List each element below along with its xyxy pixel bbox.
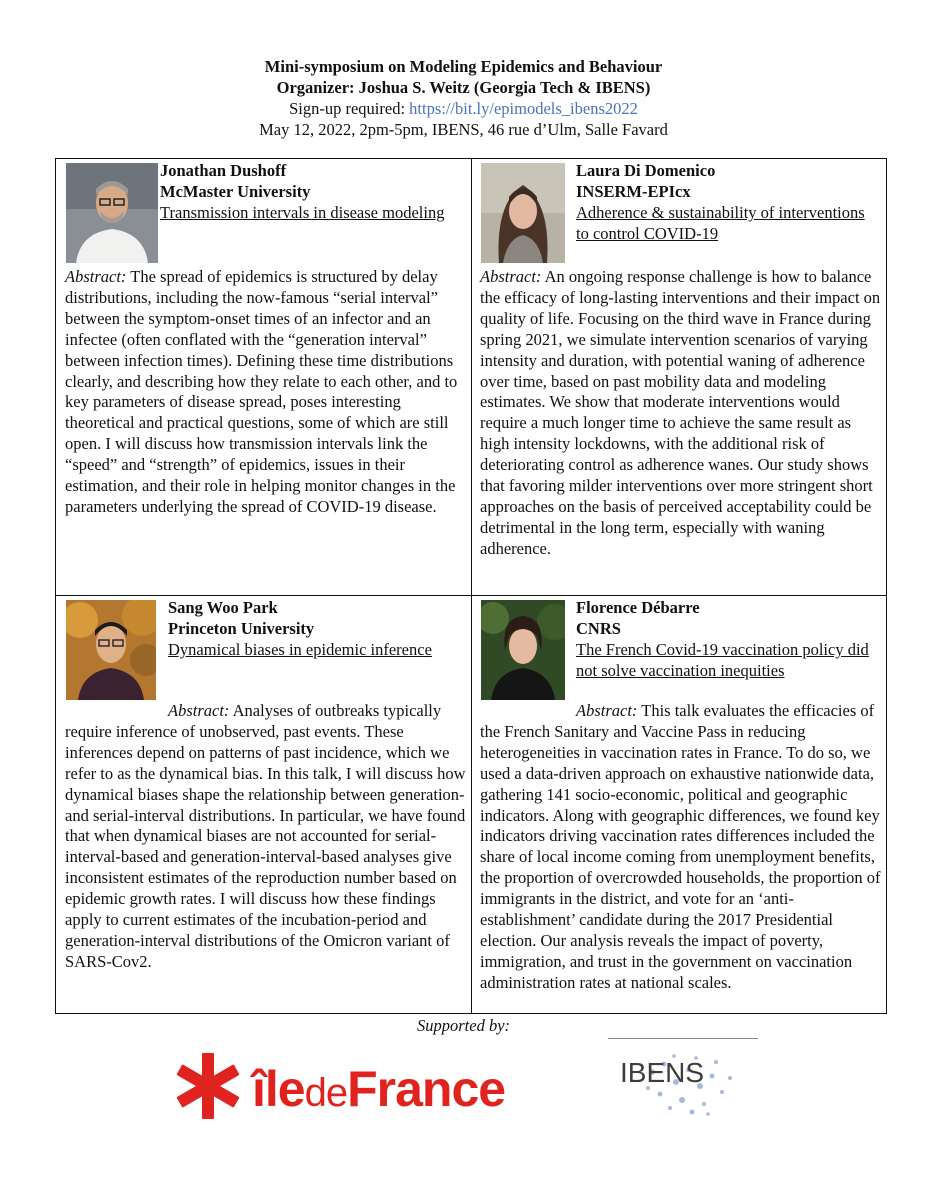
speaker-photo <box>481 600 565 700</box>
star-icon <box>176 1053 239 1119</box>
speaker-info <box>168 598 468 661</box>
speaker-affiliation: CNRS <box>576 618 621 638</box>
abstract <box>65 267 467 518</box>
talk-title[interactable]: Dynamical biases in epidemic inference <box>168 639 432 659</box>
speaker-grid <box>55 158 887 1014</box>
speaker-card-debarre <box>472 596 886 1013</box>
speaker-info <box>576 161 876 245</box>
signup-line <box>0 98 927 119</box>
abstract-text: This talk evaluates the efficacies of the French Sanitary and Vaccine Pass in reducing heterogeneities in vaccination rates in France. To do so, we used a data-driven approach on exhaustive nationwide data, gathering 141 socio-economic, political and geographic indicators. Along with geographic differences, we found key indicators driving vaccination rates differences included the share of local income coming from unemployment benefits, the proportion of overcrowded households, the proportion of immigrants in the district, and vote for an ‘anti-establishment’ candidate during the 2017 Presidential election. Our analysis reveals the impact of poverty, immigration, and trust in the government on vaccination administration rates at national scales. <box>480 701 881 992</box>
event-title: Mini-symposium on Modeling Epidemics and Behaviour <box>264 57 663 76</box>
abstract-text: Analyses of outbreaks typically require inference of unobserved, past events. These inferences depend on patterns of past incidence, which we refer to as the dynamical bias. In this talk, I will discuss how dynamical biases shape the relationship between generation- and serial-interval distributions. In particular, we have found that when dynamical biases are not accounted for serial-interval-based and generation-interval-based analyses give inconsistent estimates of the reproduction number based on epidemic growth rates. I will discuss how these findings apply to current estimates of the incubation-period and generation-interval distributions of the Omicron variant of SARS-Cov2. <box>65 701 466 971</box>
speaker-name: Sang Woo Park <box>168 598 278 617</box>
speaker-info <box>576 598 876 682</box>
logo-divider <box>608 1038 758 1039</box>
abstract-label: Abstract: <box>480 267 542 286</box>
abstract <box>480 267 884 560</box>
abstract-text: The spread of epidemics is structured by delay distributions, including the now-famous “serial interval” between the symptom-onset times of an infector and an infectee (often conflated with the “generation interval” between infection times). Defining these time distributions clearly, and describing how they relate to each other, and to key parameters of disease spread, poses interesting theoretical and practical questions, some of which are still open. I will discuss how transmission intervals link the “speed” and “strength” of epidemics, issues in their estimation, and their role in helping monitor changes in the parameters underlying the spread of COVID-19 disease. <box>65 267 458 516</box>
speaker-photo <box>66 163 158 263</box>
speaker-card-didomenico <box>472 159 886 595</box>
signup-label: Sign-up required: <box>289 99 410 118</box>
ibens-wordmark: IBENS <box>620 1057 705 1088</box>
speaker-affiliation: McMaster University <box>160 181 311 201</box>
abstract-label: Abstract: <box>168 701 230 720</box>
speaker-photo <box>481 163 565 263</box>
event-header <box>0 56 927 140</box>
signup-link[interactable]: https://bit.ly/epimodels_ibens2022 <box>409 99 638 118</box>
speaker-info <box>160 161 460 224</box>
abstract-label: Abstract: <box>65 267 127 286</box>
supported-by-label: Supported by: <box>416 1016 511 1035</box>
abstract <box>65 701 467 973</box>
talk-title[interactable]: Transmission intervals in disease modeling <box>160 202 445 222</box>
speaker-name: Laura Di Domenico <box>576 161 716 180</box>
speaker-affiliation: INSERM-EPIcx <box>576 181 691 201</box>
svg-text:îledeFrance: îledeFrance <box>252 1061 506 1117</box>
speaker-card-dushoff <box>56 159 471 595</box>
speaker-photo <box>66 600 156 700</box>
abstract-label: Abstract: <box>576 701 638 720</box>
ibens-logo <box>612 1042 762 1122</box>
speaker-affiliation: Princeton University <box>168 618 315 638</box>
speaker-name: Jonathan Dushoff <box>160 161 287 180</box>
speaker-card-park <box>56 596 471 1013</box>
organizer-line: Organizer: Joshua S. Weitz (Georgia Tech & IBENS) <box>276 78 651 97</box>
abstract-text: An ongoing response challenge is how to balance the efficacy of long-lasting interventions and their impact on quality of life. Focusing on the third wave in France during spring 2021, we simulate intervention scenarios of varying intensity and duration, with potential waning of adherence over time, based on past mobility data and modeling estimates. We show that moderate interventions would require a much longer time to achieve the same result as high intensity lockdowns, with the additional risk of deteriorating control as adherence wanes. Our study shows that favoring milder interventions over more stringent short approaches on the basis of perceived acceptability could be detrimental in the long term, especially with waning adherence. <box>480 267 881 558</box>
speaker-name: Florence Débarre <box>576 598 700 617</box>
date-location: May 12, 2022, 2pm-5pm, IBENS, 46 rue d’Ulm, Salle Favard <box>259 120 668 139</box>
talk-title[interactable]: Adherence & sustainability of interventions to control COVID-19 <box>576 202 865 243</box>
iledefrance-logo <box>172 1046 602 1122</box>
abstract <box>480 701 884 994</box>
talk-title[interactable]: The French Covid-19 vaccination policy did not solve vaccination inequities <box>576 639 869 680</box>
